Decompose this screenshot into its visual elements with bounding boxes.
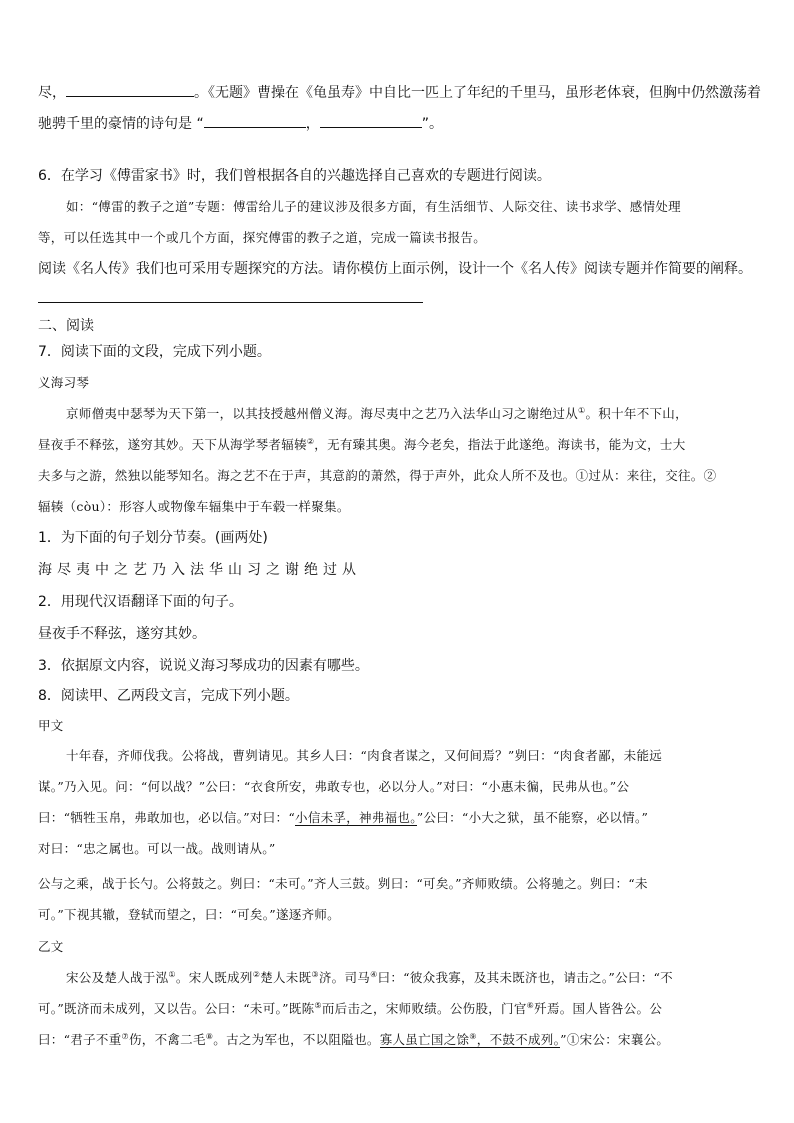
- answer-blank[interactable]: [204, 113, 306, 128]
- passage-line: [38, 1030, 669, 1050]
- passage-text: ”公曰：“小大之狱，虽不能察，必以情。”: [416, 810, 649, 825]
- passage-text: 。宋人既成列: [175, 970, 253, 985]
- q5-line-2: [38, 113, 443, 134]
- passage-line: 谋。”乃入见。问：“何以战？”公曰：“衣食所安，弗敢专也，必以分人。”对曰：“小惠未徧，民弗从也。”公: [38, 779, 630, 794]
- footnote-mark: ⑥: [526, 1000, 535, 1010]
- passage-line: [66, 968, 673, 988]
- q5-text: 驰骋千里的豪情的诗句是 “: [38, 116, 204, 132]
- passage-line: 对曰：“忠之属也。可以一战。战则请从。”: [38, 841, 276, 856]
- footnote-mark: ①: [578, 405, 586, 415]
- q7-sub-1-sentence: 海尽夷中之艺乃入法华山习之谢绝过从: [38, 562, 361, 578]
- q6-prompt: 阅读《名人传》我们也可采用专题探究的方法。请你模仿上面示例，设计一个《名人传》阅读专题并作简要的阐释。: [38, 261, 752, 277]
- q6-title: 6．在学习《傅雷家书》时，我们曾根据各自的兴趣选择自己喜欢的专题进行阅读。: [38, 168, 551, 184]
- q7-sub-3: 3．依据原文内容，说说义海习琴成功的因素有哪些。: [38, 658, 369, 674]
- passage-text: 宋公及楚人战于泓: [66, 970, 169, 985]
- passage-text: 。积十年不下山，: [585, 406, 688, 421]
- answer-line[interactable]: [38, 302, 423, 303]
- q8-title: 8．阅读甲、乙两段文言，完成下列小题。: [38, 688, 299, 704]
- passage-title: 义海习琴: [38, 375, 90, 390]
- footnote-mark: ④: [370, 969, 378, 979]
- passage-text: 。古之为军也，不以阻隘也。: [213, 1032, 380, 1047]
- footnote-mark: ⑧: [205, 1031, 214, 1041]
- underlined-text: 寡人虽亡国之馀: [379, 1032, 470, 1047]
- passage-text: 济。司马: [318, 970, 371, 985]
- passage-line: [38, 435, 686, 455]
- passage-line: 公与之乘，战于长勺。公将鼓之。刿曰：“未可。”齐人三鼓。刿曰：“可矣。”齐师败绩。公将驰之。刿曰：“未: [38, 876, 648, 891]
- q7-sub-2: 2．用现代汉语翻译下面的句子。: [38, 594, 243, 610]
- footnote-mark: ①: [168, 969, 176, 979]
- q5-text: ”。: [421, 116, 443, 132]
- footnote-mark: ②: [306, 436, 315, 446]
- passage-text: 曰：“牺牲玉帛，弗敢加也，必以信。”对曰：“: [38, 810, 296, 825]
- footnote-mark: ③: [311, 969, 319, 979]
- passage-line: [38, 999, 662, 1019]
- answer-blank[interactable]: [66, 82, 194, 97]
- passage-text: 可。”既济而未成列，又以告。公曰：“未可。”既陈: [38, 1001, 315, 1016]
- underlined-sentence: 小信未孚，神弗福也。: [295, 810, 417, 825]
- passage-text: 而后击之，宋师败绩。公伤股，门官: [321, 1001, 527, 1016]
- passage-text: 曰：“彼众我寡，及其未既济也，请击之。”公曰：“不: [377, 970, 673, 985]
- passage-line: 十年春，齐师伐我。公将战，曹刿请见。其乡人曰：“肉食者谋之，又何间焉？”刿曰：“肉食者鄙，未能远: [66, 748, 663, 763]
- passage-text: 曰：“君子不重: [38, 1032, 122, 1047]
- q5-text: 尽，: [38, 85, 66, 101]
- passage-text: ，无有臻其奥。海今老矣，指法于此遂绝。海读书，能为文，士大: [314, 437, 686, 452]
- q7-sub-1: 1．为下面的句子划分节奏。(画两处): [38, 530, 268, 546]
- q5-text: 。《无题》曹操在《龟虽寿》中自比一匹上了年纪的千里马，虽形老体衰，但胸中仍然激荡着: [194, 85, 761, 101]
- answer-blank[interactable]: [320, 113, 422, 128]
- passage-text: 楚人未既: [260, 970, 312, 985]
- q5-line-1: [38, 82, 761, 103]
- footnote-mark: ⑤: [314, 1000, 322, 1010]
- passage-text: 昼夜手不释弦，遂穷其妙。天下从海学琴者辐辏: [38, 437, 307, 452]
- footnote-mark: ②: [252, 969, 261, 979]
- passage-line: [38, 808, 648, 828]
- passage-line: 可。”下视其辙，登轼而望之，曰：“可矣。”遂逐齐师。: [38, 907, 340, 922]
- passage-line: [66, 404, 688, 424]
- underlined-text: ，不鼓不成列。: [476, 1032, 561, 1047]
- passage-title: 甲文: [38, 718, 64, 733]
- passage-text: 歼焉。国人皆咎公。公: [534, 1001, 663, 1016]
- passage-line: 夫多与之游，然独以能琴知名。海之艺不在于声，其意韵的萧然，得于声外，此众人所不及也。①过从：来往，交往。②: [38, 468, 717, 483]
- passage-title: 乙文: [38, 939, 64, 954]
- q5-text: ，: [305, 116, 320, 132]
- q7-title: 7．阅读下面的文段，完成下列小题。: [38, 344, 271, 360]
- passage-text: 伤，不禽二毛: [128, 1032, 206, 1047]
- underlined-sentence: [380, 1032, 560, 1048]
- section-heading: 二、阅读: [38, 318, 94, 334]
- q6-example-line-2: 等，可以任选其中一个或几个方面，探究傅雷的教子之道，完成一篇读书报告。: [38, 230, 487, 245]
- passage-text: 京师僧夷中瑟琴为天下第一，以其技授越州僧义海。海尽夷中之艺乃入法华山习之谢绝过从: [66, 406, 579, 421]
- passage-line: 辐辏（còu）：形容人或物像车辐集中于车毂一样聚集。: [38, 499, 350, 514]
- footnote-mark: ⑨: [469, 1031, 477, 1041]
- footnote-mark: ⑦: [121, 1031, 129, 1041]
- q7-sub-2-sentence: 昼夜手不释弦，遂穷其妙。: [38, 626, 206, 642]
- q6-example-line-1: 如：“傅雷的教子之道”专题：傅雷给儿子的建议涉及很多方面，有生活细节、人际交往、读书求学、感情处理: [66, 199, 681, 214]
- passage-text: ”①宋公：宋襄公。: [560, 1032, 670, 1047]
